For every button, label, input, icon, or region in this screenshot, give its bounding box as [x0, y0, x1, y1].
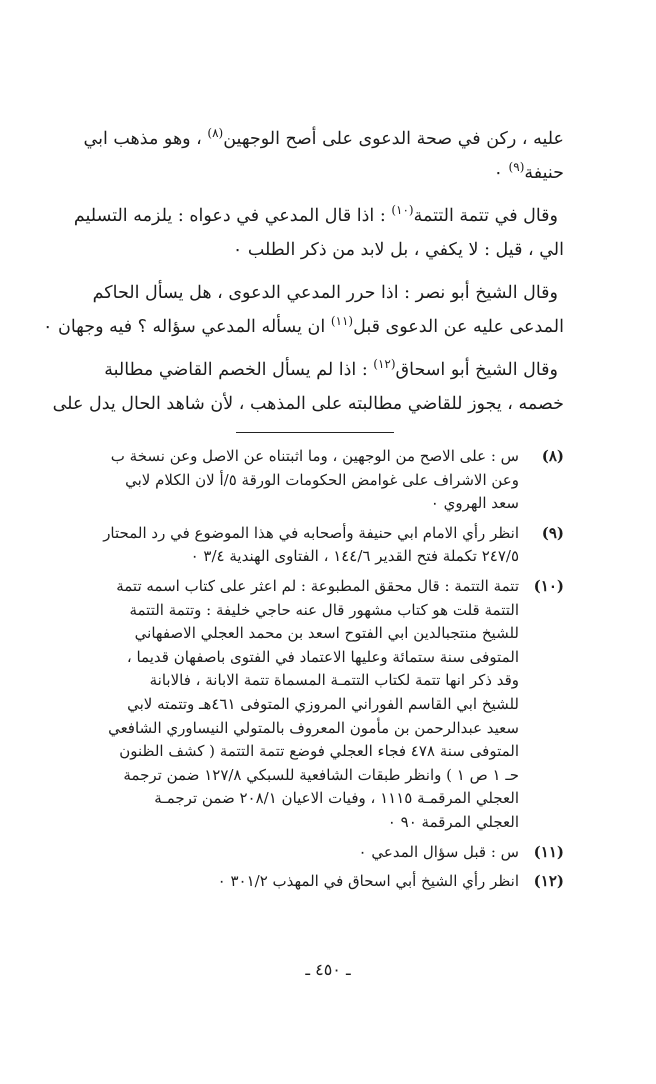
footnote-line: للشيخ ابي القاسم الفوراني المروزي المتوفى ٤٦١هـ وتتمته لابي — [127, 694, 519, 713]
footnote-line: ٢٤٧/٥ تكملة فتح القدير ١٤٤/٦ ، الفتاوى الهندية ٣/٤ ٠ — [190, 547, 519, 566]
footnote-line: سعد الهروي ٠ — [430, 494, 519, 513]
footnote-number: (١٠) — [533, 576, 564, 595]
footnote-line: س : على الاصح من الوجهين ، وما اثبتناه عن الاصل وعن نسخة ب — [110, 447, 519, 465]
footnote-text — [94, 575, 519, 835]
paragraph-line — [94, 156, 564, 190]
footnote-marker[interactable]: (٩) — [508, 160, 525, 175]
footnote-line: وقد ذكر انها تتمة لكتاب التتمـة المسماة تتمة الابانة ، فالابانة — [149, 671, 519, 690]
footnote-marker[interactable]: (١٠) — [391, 203, 414, 218]
footnote-marker[interactable]: (١١) — [330, 314, 354, 329]
footnote-text — [94, 841, 519, 865]
footnotes — [94, 445, 564, 900]
footnote-11 — [94, 841, 564, 865]
footnote-line: تتمة التتمة : قال محقق المطبوعة : لم اعثر على كتاب اسمه تتمة — [116, 576, 519, 595]
footnote-text — [94, 445, 519, 516]
paragraph-line — [73, 199, 564, 233]
text-segment: عليه ، ركن في صحة الدعوى على أصح الوجهين — [223, 129, 564, 149]
paragraph-1 — [83, 122, 564, 190]
text-segment: حنيفة — [524, 163, 564, 183]
footnote-text — [94, 870, 519, 894]
paragraph-line: وقال الشيخ أبو نصر : اذا حرر المدعي الدعوى ، هل يسأل الحاكم — [92, 283, 558, 303]
text-segment: المدعى عليه عن الدعوى قبل — [353, 317, 564, 337]
text-segment: ٠ — [493, 163, 509, 183]
paragraph-line: خصمه ، يجوز للقاضي مطالبته على المذهب ، لأن شاهد الحال يدل على — [52, 394, 564, 414]
footnote-number: (١١) — [533, 842, 564, 861]
footnote-marker[interactable]: (١٢) — [373, 357, 396, 372]
footnote-line: للشيخ منتجبالدين ابي الفتوح اسعد بن محمد العجلي الاصفهاني — [134, 624, 519, 643]
page-number: ـ ٤٥٠ ـ — [305, 960, 351, 979]
text-segment: : اذا قال المدعي في دعواه : يلزمه التسليم — [73, 206, 392, 226]
footnote-line: العجلي المرقمـة ١١١٥ ، وفيات الاعيان ٢٠٨/١ ضمن ترجمـة — [154, 789, 519, 808]
footnote-marker[interactable]: (٨) — [207, 126, 224, 141]
footnote-number: (٨) — [541, 447, 564, 465]
footnote-line: انظر رأي الشيخ أبي اسحاق في المهذب ٣٠١/٢ ٠ — [217, 872, 519, 891]
footnote-line: العجلي المرقمة ٩٠ ٠ — [387, 812, 519, 831]
paragraph-line: الي ، قيل : لا يكفي ، بل لابد من ذكر الطلب ٠ — [232, 240, 564, 260]
footnote-12 — [94, 870, 564, 894]
footnote-line: حـ ١ ص ١ ) وانظر طبقات الشافعية للسبكي ١٢٧/٨ ضمن ترجمة — [123, 765, 519, 784]
footnote-line: المتوفى سنة ستمائة وعليها الاعتماد في الفتوى باصفهان قديما ، — [126, 647, 519, 666]
footnote-divider — [236, 432, 394, 433]
footnote-8 — [94, 445, 564, 516]
text-segment: ان يسأله المدعي سؤاله ؟ فيه وجهان ٠ — [43, 317, 331, 337]
footnote-line: التتمة قلت هو كتاب مشهور قال عنه حاجي خليفة : وتتمة التتمة — [129, 600, 519, 619]
footnote-number: (٩) — [541, 523, 564, 542]
text-segment: ، وهو مذهب ابي — [83, 129, 208, 149]
footnote-line: انظر رأي الامام ابي حنيفة وأصحابه في هذا الموضوع في رد المحتار — [103, 523, 519, 542]
main-text — [43, 122, 564, 430]
footnote-9 — [94, 522, 564, 569]
paragraph-line — [43, 310, 564, 344]
footnote-text — [94, 522, 519, 569]
paragraph-3 — [43, 276, 564, 344]
paragraph-2 — [73, 199, 564, 267]
footnote-number: (١٢) — [533, 872, 564, 891]
paragraph-4 — [52, 353, 564, 421]
paragraph-line — [94, 353, 564, 387]
footnote-10 — [94, 575, 564, 835]
footnote-line: وعن الاشراف على غوامض الحكومات الورقة ٥/أ لان الكلام لابي — [125, 470, 519, 489]
paragraph-line — [83, 122, 564, 156]
footnote-line: س : قبل سؤال المدعي ٠ — [358, 842, 519, 861]
text-segment: وقال في تتمة التتمة — [413, 206, 558, 226]
text-segment: : اذا لم يسأل الخصم القاضي مطالبة — [104, 360, 374, 380]
footnote-line: المتوفى سنة ٤٧٨ فجاء العجلي فوضع تتمة التتمة ( كشف الظنون — [119, 742, 519, 761]
text-segment: وقال الشيخ أبو اسحاق — [395, 360, 558, 380]
footnote-line: سعيد عبدالرحمن بن مأمون المعروف بالمتولي النيساوري الشافعي — [108, 718, 519, 737]
